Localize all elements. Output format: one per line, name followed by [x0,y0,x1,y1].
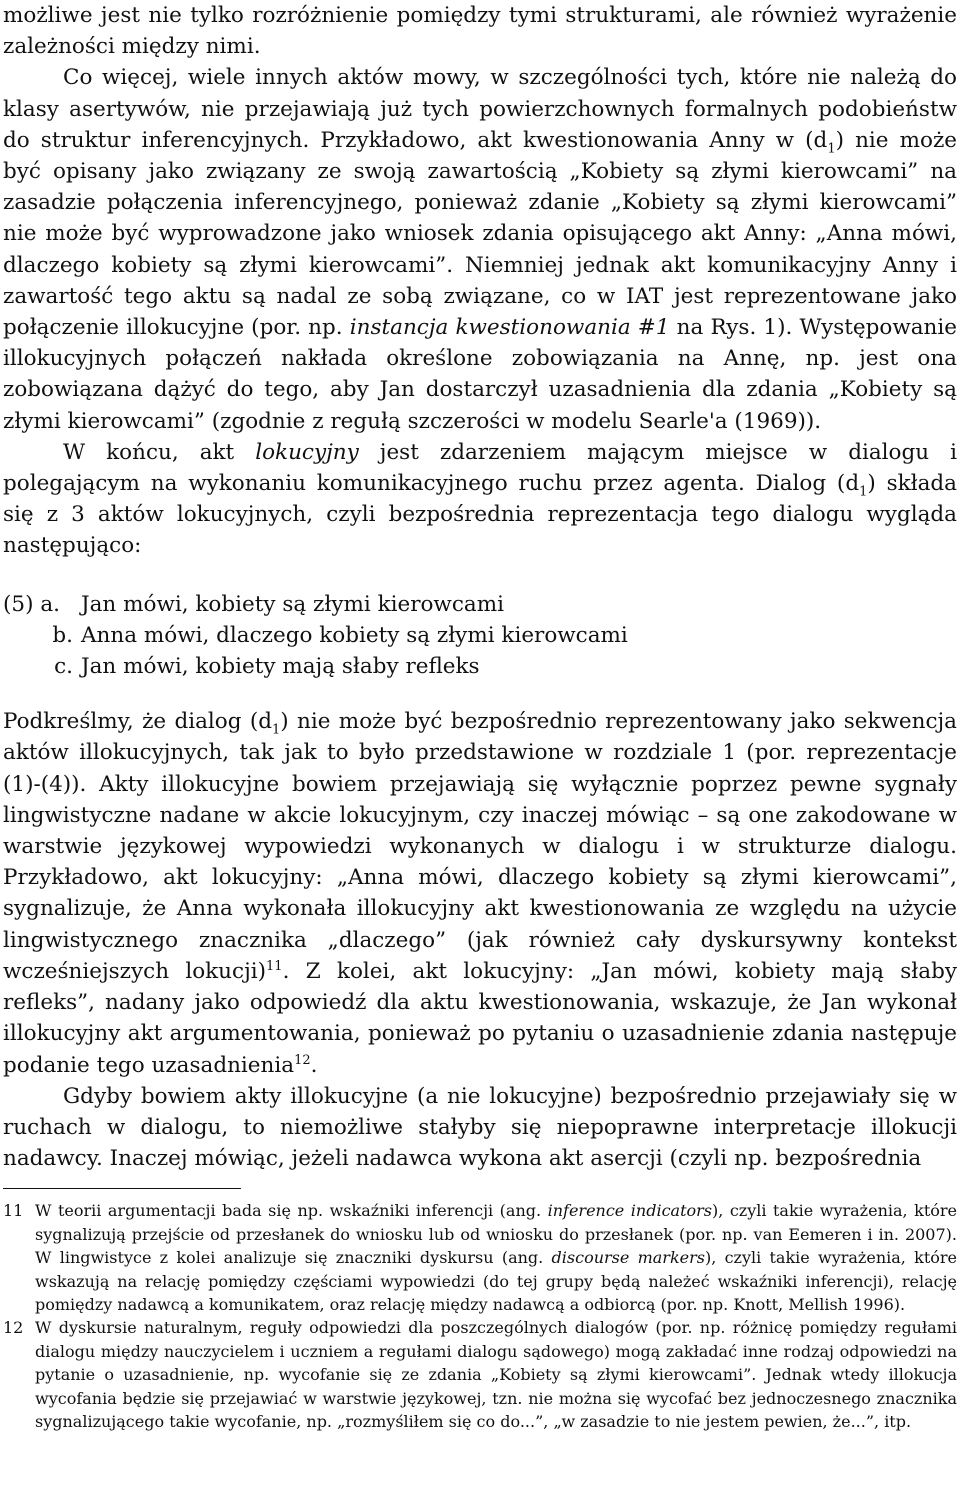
paragraph-text: ) nie może być bezpośrednio reprezentowany jako sekwencja aktów illokucyjnych, tak jak to było przedstawione w rozdziale 1 (por. reprezentacje (1)-(4)). Akty illokucyjne bowiem przejawiają się wyłącznie poprzez pewne sygnały lingwistyczne nadane w akcie lokucyjnym, czy inaczej mówiąc – są one zakodowane w warstwie językowej wypowiedzi wykonanych w dialogu i w strukturze dialogu. Przykładowo, akt lokucyjny: „Anna mówi, dlaczego kobiety są złymi kierowcami”, sygnalizuje, że Anna wykonała illokucyjny akt kwestionowania ze względu na użycie lingwistycznego znacznika „dlaczego” (jak również cały dyskursywny kontekst wcześniejszych lokucji) [3,709,958,984]
example-text: Jan mówi, kobiety mają słaby refleks [81,654,480,680]
paragraph-emphasis [3,706,957,1080]
paragraph-text: ) składa się z 3 aktów lokucyjnych, czyli bezpośrednia reprezentacja tego dialogu wygląda następująco: [3,471,957,559]
subscript: 1 [272,722,281,738]
example-item [3,589,957,620]
example-label: b. [52,622,73,648]
paragraph-locutionary [3,437,957,562]
italic-term: lokucyjny [255,439,359,465]
footnote-number: 11 [3,1201,24,1221]
footnote-ref-11[interactable]: 11 [266,958,283,974]
paragraph-text: na Rys. 1). Występowanie illokucyjnych połączeń nakłada określone zobowiązania na Annę, np. jest ona zobowiązana dążyć do tego, aby Jan dostarczył uzasadnienia dla zdania „Kobiety są złymi kierowcami” (zgodnie z regułą szczerości w modelu Searle'a (1969)). [3,315,957,434]
paragraph-text: Co więcej, wiele innych aktów mowy, w szczególności tych, które nie należą do klasy asertywów, nie przejawiają już tych powierzchownych formalnych podobieństw do struktur inferencyjnych. Przykładowo, akt kwestionowania Anny w (d [3,65,957,153]
italic-term: inference indicators [547,1201,712,1221]
subscript: 1 [859,484,868,500]
example-text: Jan mówi, kobiety są złymi kierowcami [81,591,504,617]
paragraph-text: Gdyby bowiem akty illokucyjne (a nie lokucyjne) bezpośrednio przejawiały się w ruchach w dialogu, to niemożliwe stałyby się niepoprawne interpretacje illokucji nadawcy. Inaczej mówiąc, jeżeli nadawca wykona akt asercji (czyli np. bezpośrednia [3,1083,957,1172]
footnote-separator [3,1188,241,1199]
paragraph-text: . Z kolei, akt lokucyjny: „Jan mówi, kobiety mają słaby refleks”, nadany jako odpowiedź dla aktu kwestionowania, wskazuje, że Jan wykonał illokucyjny akt argumentowania, ponieważ po pytaniu o uzasadnienie zdania następuje podanie tego uzasadnienia [3,958,957,1078]
italic-term: instancja kwestionowania #1 [349,315,670,341]
italic-term: discourse markers [551,1248,705,1268]
paragraph-text: Podkreślmy, że dialog (d [3,709,273,735]
paragraph-text: możliwe jest nie tylko rozróżnienie pomiędzy tymi strukturami, ale również wyrażenie zależności między nimi. [3,3,957,60]
footnote-12 [3,1316,957,1433]
paragraph-text: . [310,1052,318,1078]
footnote-text: W teorii argumentacji bada się np. wskaźniki inferencji (ang. inference indicators), czyli takie wyrażenia, które sygnalizują przejście od przesłanek do wniosku lub od wniosku do przesłanek (por. np. van Eemeren i in. 2007). W lingwistyce z kolei analizuje się znaczniki dyskursu (ang. discourse markers), czyli takie wyrażenia, które wskazują na relację pomiędzy częściami wypowiedzi (do tej grupy będą należeć wskaźniki inferencji), relację pomiędzy nadawcą a komunikatem, oraz relację między nadawcą a odbiorcą (por. np. Knott, Mellish 1996). [35,1201,958,1314]
document-page [3,0,957,1433]
footnote-11 [3,1199,957,1316]
paragraph-final [3,1081,957,1175]
example-item [3,651,957,682]
paragraph-text: W końcu, akt [63,439,235,465]
paragraph-text: ) nie może być opisany jako związany ze swoją zawartością „Kobiety są złymi kierowcami” na zasadzie połączenia inferencyjnego, ponieważ zdanie „Kobiety są złymi kierowcami” nie może być wyprowadzone jako wniosek zdania opisującego akt Anny: „Anna mówi, dlaczego kobiety są złymi kierowcami”. Niemniej jednak akt komunikacyjny Anny i zawartość tego aktu są nadal ze sobą związane, co w IAT jest reprezentowane jako połączenie illokucyjne (por. np. [3,127,957,341]
example-label: c. [54,654,73,680]
paragraph-text: jest zdarzeniem mającym miejsce w dialogu i polegającym na wykonaniu komunikacyjnego ruchu przez agenta. Dialog (d [3,439,957,497]
footnote-ref-12[interactable]: 12 [294,1052,311,1068]
example-text: Anna mówi, dlaczego kobiety są złymi kierowcami [81,622,628,648]
paragraph-speech-acts [3,62,957,436]
subscript: 1 [827,141,836,157]
paragraph-continuation [3,0,957,62]
footnote-number: 12 [3,1318,24,1338]
example-label: (5) a. [3,591,60,617]
example-item [3,620,957,651]
footnote-text: W dyskursie naturalnym, reguły odpowiedzi dla poszczególnych dialogów (por. np. różnicę pomiędzy regułami dialogu między nauczycielem i uczniem a regułami dialogu sądowego) mogą zakładać inne rodzaj odpowiedzi na pytanie o uzasadnienie, np. wycofanie się ze zdania „Kobiety są złymi kierowcami”. Jednak wtedy illokucja wycofania będzie się przejawiać w warstwie językowej, tzn. nie można się wycofać bez jednoczesnego znacznika sygnalizującego takie wycofanie, np. „rozmyśliłem się co do...”, „w zasadzie to nie jestem pewien, że...”, itp. [35,1318,957,1431]
example-dialogue [3,589,957,683]
